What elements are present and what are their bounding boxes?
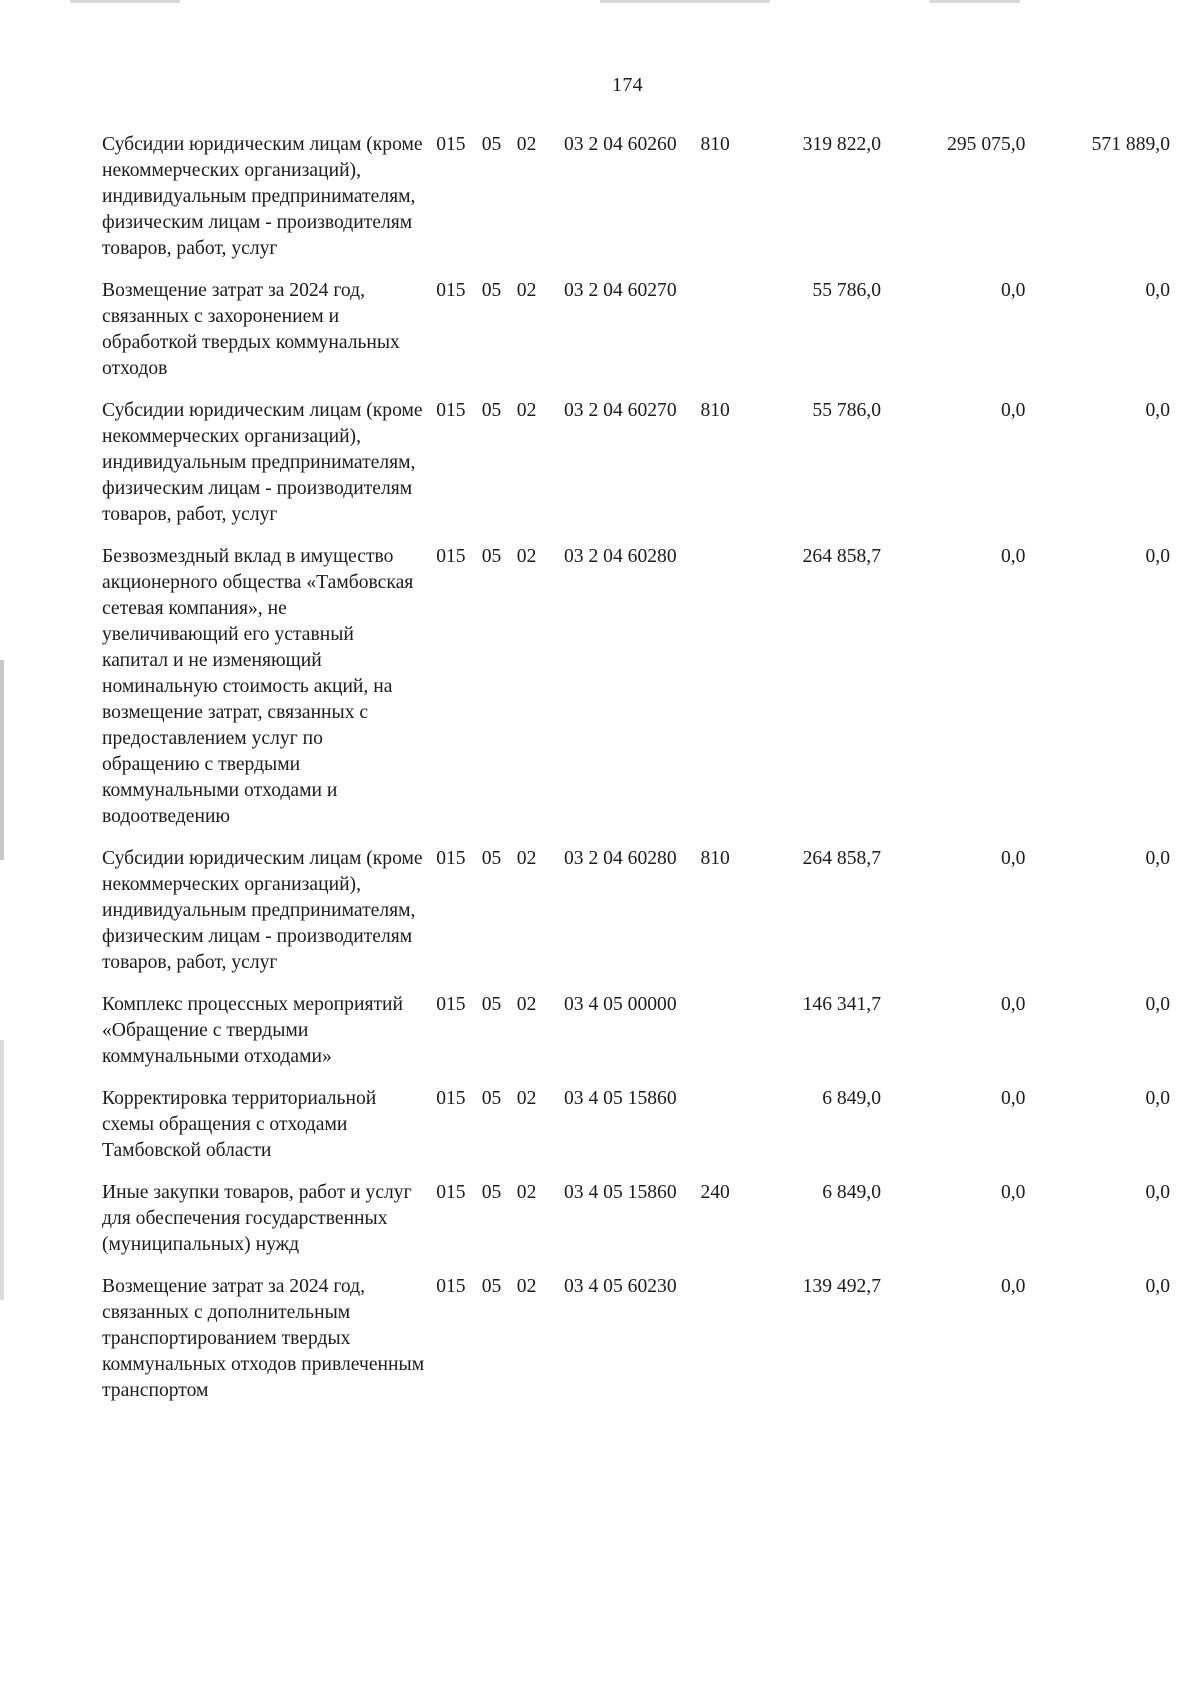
expense-type-code — [700, 278, 762, 398]
amount-second-year: 0,0 — [1000, 400, 1026, 421]
subsection-code: 02 — [516, 280, 537, 301]
table-row — [102, 278, 1170, 398]
scan-artifact — [930, 0, 1020, 3]
amount-second-year: 0,0 — [1000, 546, 1026, 567]
amount-third-year: 0,0 — [1145, 400, 1170, 421]
amount-third-year: 0,0 — [1145, 848, 1170, 869]
row-name: Возмещение затрат за 2024 год, связанных с захоронением и обработкой твердых коммунальных отходов — [102, 280, 400, 379]
target-article-code: 03 2 04 60280 — [563, 546, 677, 567]
table-row — [102, 846, 1170, 992]
target-article-code: 03 2 04 60260 — [563, 134, 677, 155]
amount-third-year: 0,0 — [1145, 994, 1170, 1015]
section-code: 05 — [481, 1276, 502, 1297]
amount-first-year: 319 822,0 — [802, 134, 881, 155]
row-name: Возмещение затрат за 2024 год, связанных с дополнительным транспортированием твердых коммунальных отходов привлеченным транспортом — [102, 1276, 425, 1401]
subsection-code: 02 — [516, 134, 537, 155]
amount-second-year: 0,0 — [1000, 280, 1026, 301]
table-row — [102, 132, 1170, 278]
section-code: 05 — [481, 134, 502, 155]
table-row — [102, 1180, 1170, 1274]
ministry-code: 015 — [436, 994, 466, 1015]
target-article-code: 03 2 04 60270 — [563, 400, 677, 421]
amount-second-year: 0,0 — [1000, 1276, 1026, 1297]
row-name: Субсидии юридическим лицам (кроме некоммерческих организаций), индивидуальным предпринимателям, физическим лицам - производителям товаров, работ, услуг — [102, 848, 423, 973]
ministry-code: 015 — [436, 1276, 466, 1297]
scan-artifact — [70, 0, 180, 3]
ministry-code: 015 — [436, 1182, 466, 1203]
expense-type-code — [700, 992, 762, 1086]
target-article-code: 03 4 05 00000 — [563, 994, 677, 1015]
section-code: 05 — [481, 280, 502, 301]
page-number: 174 — [612, 74, 643, 96]
target-article-code: 03 4 05 15860 — [563, 1182, 677, 1203]
amount-third-year: 0,0 — [1145, 1088, 1170, 1109]
table-row — [102, 544, 1170, 846]
expense-type-code — [700, 1086, 762, 1180]
ministry-code: 015 — [436, 546, 466, 567]
amount-second-year: 0,0 — [1000, 1182, 1026, 1203]
expense-type-code — [700, 544, 762, 846]
section-code: 05 — [481, 1182, 502, 1203]
amount-first-year: 146 341,7 — [802, 994, 881, 1015]
ministry-code: 015 — [436, 1088, 466, 1109]
subsection-code: 02 — [516, 848, 537, 869]
amount-third-year: 0,0 — [1145, 280, 1170, 301]
expense-type-code: 240 — [700, 1182, 730, 1203]
row-name: Иные закупки товаров, работ и услуг для обеспечения государственных (муниципальных) нужд — [102, 1182, 412, 1255]
amount-second-year: 0,0 — [1000, 1088, 1026, 1109]
amount-third-year: 0,0 — [1145, 546, 1170, 567]
section-code: 05 — [481, 994, 502, 1015]
table-row — [102, 1274, 1170, 1404]
expense-type-code — [700, 1274, 762, 1404]
amount-first-year: 264 858,7 — [802, 546, 881, 567]
section-code: 05 — [481, 400, 502, 421]
target-article-code: 03 4 05 15860 — [563, 1088, 677, 1109]
amount-second-year: 0,0 — [1000, 848, 1026, 869]
budget-table — [102, 132, 1170, 1404]
target-article-code: 03 4 05 60230 — [563, 1276, 677, 1297]
ministry-code: 015 — [436, 848, 466, 869]
row-name: Субсидии юридическим лицам (кроме некоммерческих организаций), индивидуальным предпринимателям, физическим лицам - производителям товаров, работ, услуг — [102, 400, 423, 525]
scan-artifact — [0, 660, 4, 860]
amount-first-year: 6 849,0 — [822, 1088, 881, 1109]
target-article-code: 03 2 04 60270 — [563, 280, 677, 301]
section-code: 05 — [481, 546, 502, 567]
amount-first-year: 55 786,0 — [812, 400, 881, 421]
subsection-code: 02 — [516, 1276, 537, 1297]
amount-first-year: 6 849,0 — [822, 1182, 881, 1203]
subsection-code: 02 — [516, 400, 537, 421]
expense-type-code: 810 — [700, 848, 730, 869]
expense-type-code: 810 — [700, 400, 730, 421]
amount-third-year: 571 889,0 — [1091, 134, 1170, 155]
subsection-code: 02 — [516, 1182, 537, 1203]
subsection-code: 02 — [516, 994, 537, 1015]
amount-first-year: 139 492,7 — [802, 1276, 881, 1297]
row-name: Субсидии юридическим лицам (кроме некоммерческих организаций), индивидуальным предпринимателям, физическим лицам - производителям товаров, работ, услуг — [102, 134, 423, 259]
row-name: Корректировка территориальной схемы обращения с отходами Тамбовской области — [102, 1088, 377, 1161]
amount-third-year: 0,0 — [1145, 1182, 1170, 1203]
target-article-code: 03 2 04 60280 — [563, 848, 677, 869]
subsection-code: 02 — [516, 1088, 537, 1109]
ministry-code: 015 — [436, 134, 466, 155]
amount-first-year: 55 786,0 — [812, 280, 881, 301]
amount-second-year: 0,0 — [1000, 994, 1026, 1015]
table-row — [102, 1086, 1170, 1180]
section-code: 05 — [481, 1088, 502, 1109]
section-code: 05 — [481, 848, 502, 869]
expense-type-code: 810 — [700, 134, 730, 155]
table-row — [102, 398, 1170, 544]
row-name: Безвозмездный вклад в имущество акционерного общества «Тамбовская сетевая компания», не увеличивающий его уставный капитал и не изменяющий номинальную стоимость акций, на возмещение затрат, связанных с предоставлением услуг по обращению с твердыми коммунальными отходами и водоотведению — [102, 546, 414, 827]
ministry-code: 015 — [436, 280, 466, 301]
scan-artifact — [600, 0, 770, 3]
scan-artifact — [0, 1040, 4, 1300]
table-row — [102, 992, 1170, 1086]
amount-first-year: 264 858,7 — [802, 848, 881, 869]
table-body — [102, 132, 1170, 1404]
row-name: Комплекс процессных мероприятий «Обращение с твердыми коммунальными отходами» — [102, 994, 403, 1067]
ministry-code: 015 — [436, 400, 466, 421]
amount-second-year: 295 075,0 — [947, 134, 1026, 155]
amount-third-year: 0,0 — [1145, 1276, 1170, 1297]
subsection-code: 02 — [516, 546, 537, 567]
